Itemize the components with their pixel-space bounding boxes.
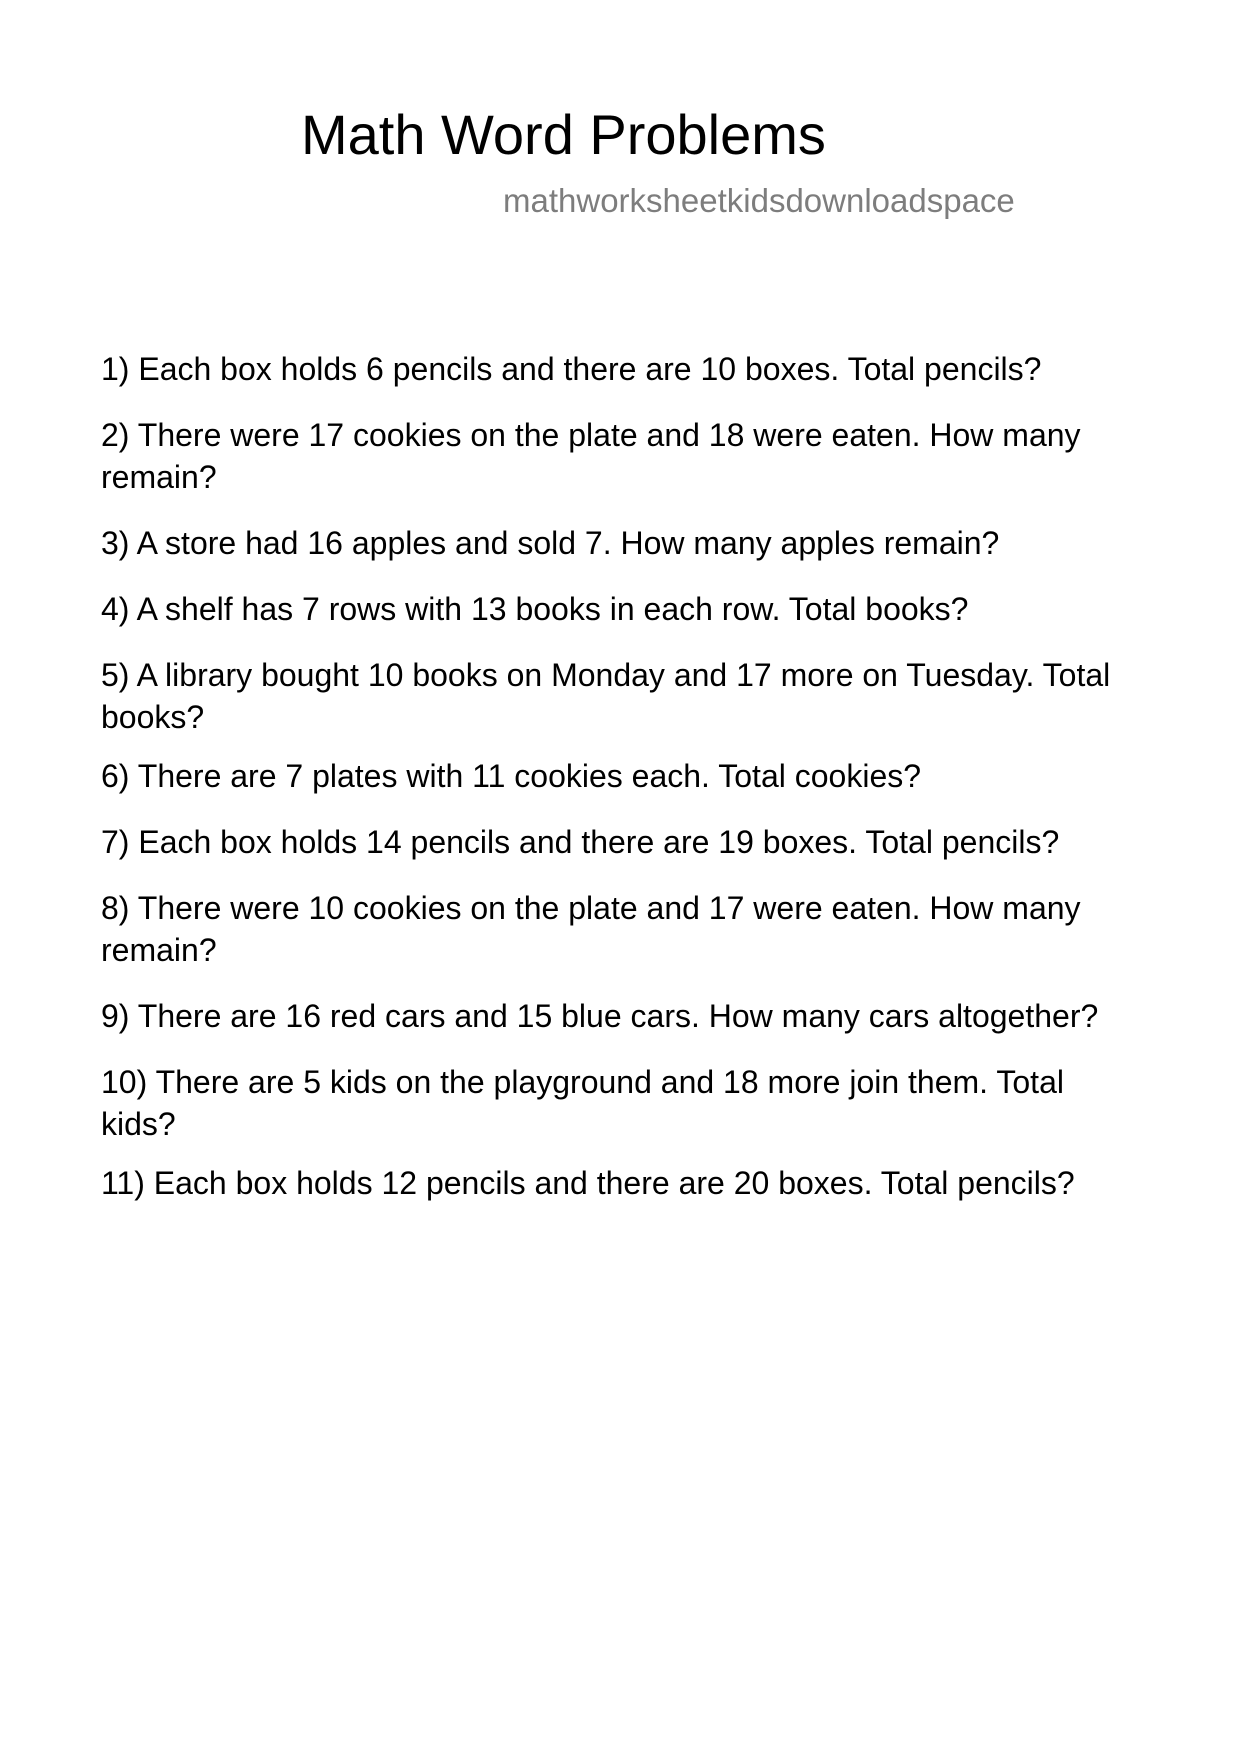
source-label: mathworksheetkidsdownloadspace: [503, 182, 1015, 219]
problem-item: 4) A shelf has 7 rows with 13 books in each row. Total books?: [101, 591, 969, 627]
problem-item: 8) There were 10 cookies on the plate and 17 were eaten. How many remain?: [101, 890, 1081, 968]
problem-item: 11) Each box holds 12 pencils and there are 20 boxes. Total pencils?: [101, 1165, 1075, 1201]
problem-item: 3) A store had 16 apples and sold 7. How many apples remain?: [101, 525, 1000, 561]
problem-list: [101, 348, 1141, 1204]
problem-item: 2) There were 17 cookies on the plate and 18 were eaten. How many remain?: [101, 417, 1081, 495]
problem-item: 10) There are 5 kids on the playground and 18 more join them. Total kids?: [101, 1064, 1064, 1142]
problem-item: 5) A library bought 10 books on Monday and 17 more on Tuesday. Total books?: [101, 657, 1111, 735]
problem-item: 6) There are 7 plates with 11 cookies each. Total cookies?: [101, 758, 922, 794]
problem-item: 1) Each box holds 6 pencils and there are 10 boxes. Total pencils?: [101, 351, 1042, 387]
problem-item: 9) There are 16 red cars and 15 blue cars. How many cars altogether?: [101, 998, 1099, 1034]
page-title: Math Word Problems: [301, 103, 826, 166]
problem-item: 7) Each box holds 14 pencils and there are 19 boxes. Total pencils?: [101, 824, 1060, 860]
